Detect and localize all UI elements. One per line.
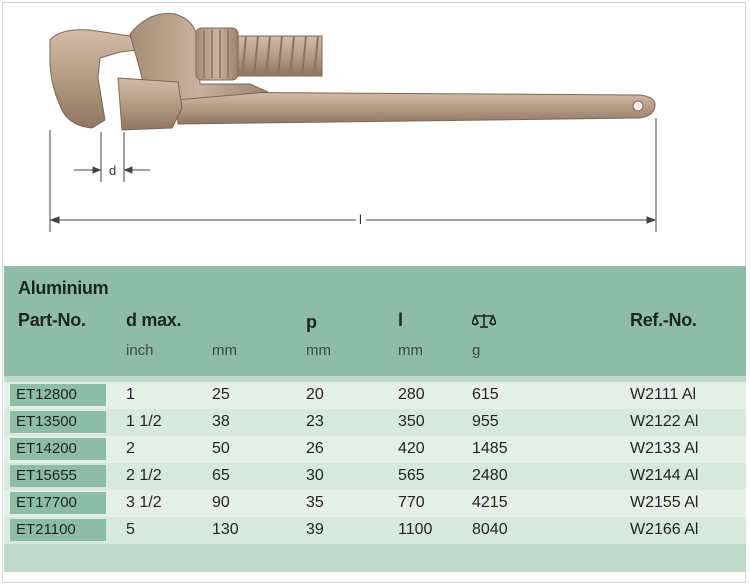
table-row	[4, 517, 746, 544]
header-d-max: d max.	[126, 310, 182, 330]
weight-g: 8040	[472, 521, 508, 538]
weight-g: 4215	[472, 494, 508, 511]
part-no: ET17700	[10, 492, 106, 514]
ref-no: W2155 Al	[630, 494, 699, 511]
table-row	[4, 463, 746, 490]
part-no: ET12800	[10, 384, 106, 406]
ref-no: W2144 Al	[630, 467, 699, 484]
weight-g: 2480	[472, 467, 508, 484]
d-inch: 3 1/2	[126, 494, 162, 511]
unit-d-inch: inch	[126, 342, 154, 359]
table-row	[4, 409, 746, 436]
heel-jaw	[118, 78, 182, 130]
dimension-l	[50, 118, 656, 232]
unit-d-mm: mm	[212, 342, 237, 359]
table-row	[4, 436, 746, 463]
ref-no: W2166 Al	[630, 521, 699, 538]
d-inch: 1	[126, 386, 135, 403]
table-row	[4, 490, 746, 517]
p-mm: 26	[306, 440, 324, 457]
l-mm: 280	[398, 386, 425, 403]
spec-table	[4, 266, 746, 572]
unit-p: mm	[306, 342, 331, 359]
header-ref-no: Ref.-No.	[630, 310, 697, 330]
l-mm: 770	[398, 494, 425, 511]
p-mm: 20	[306, 386, 324, 403]
d-inch: 2 1/2	[126, 467, 162, 484]
l-mm: 420	[398, 440, 425, 457]
weight-g: 1485	[472, 440, 508, 457]
pipe-wrench-drawing	[0, 0, 750, 262]
d-inch: 2	[126, 440, 135, 457]
part-no: ET13500	[10, 411, 106, 433]
d-mm: 50	[212, 440, 230, 457]
ref-no: W2133 Al	[630, 440, 699, 457]
part-no: ET21100	[10, 519, 106, 541]
dim-d-label: d	[109, 163, 117, 178]
weight-g: 955	[472, 413, 499, 430]
part-no: ET14200	[10, 438, 106, 460]
table-row	[4, 382, 746, 409]
weight-g: 615	[472, 386, 499, 403]
scale-icon	[472, 312, 496, 330]
header-l: l	[398, 310, 403, 330]
unit-weight: g	[472, 342, 481, 359]
d-mm: 38	[212, 413, 230, 430]
part-no: ET15655	[10, 465, 106, 487]
l-mm: 565	[398, 467, 425, 484]
d-inch: 1 1/2	[126, 413, 162, 430]
d-mm: 25	[212, 386, 230, 403]
p-mm: 39	[306, 521, 324, 538]
d-mm: 65	[212, 467, 230, 484]
p-mm: 30	[306, 467, 324, 484]
header-part-no: Part-No.	[18, 310, 86, 330]
d-inch: 5	[126, 521, 135, 538]
ref-no: W2111 Al	[630, 386, 697, 403]
l-mm: 350	[398, 413, 425, 430]
dim-l-label: l	[359, 212, 362, 227]
wrench-handle	[175, 92, 655, 124]
unit-l: mm	[398, 342, 423, 359]
adjusting-nut	[196, 28, 238, 80]
d-mm: 90	[212, 494, 230, 511]
material-label: Aluminium	[18, 278, 109, 298]
p-mm: 23	[306, 413, 324, 430]
header-p: p	[306, 312, 317, 332]
handle-hole	[633, 101, 643, 111]
d-mm: 130	[212, 521, 239, 538]
l-mm: 1100	[398, 521, 433, 538]
ref-no: W2122 Al	[630, 413, 699, 430]
p-mm: 35	[306, 494, 324, 511]
